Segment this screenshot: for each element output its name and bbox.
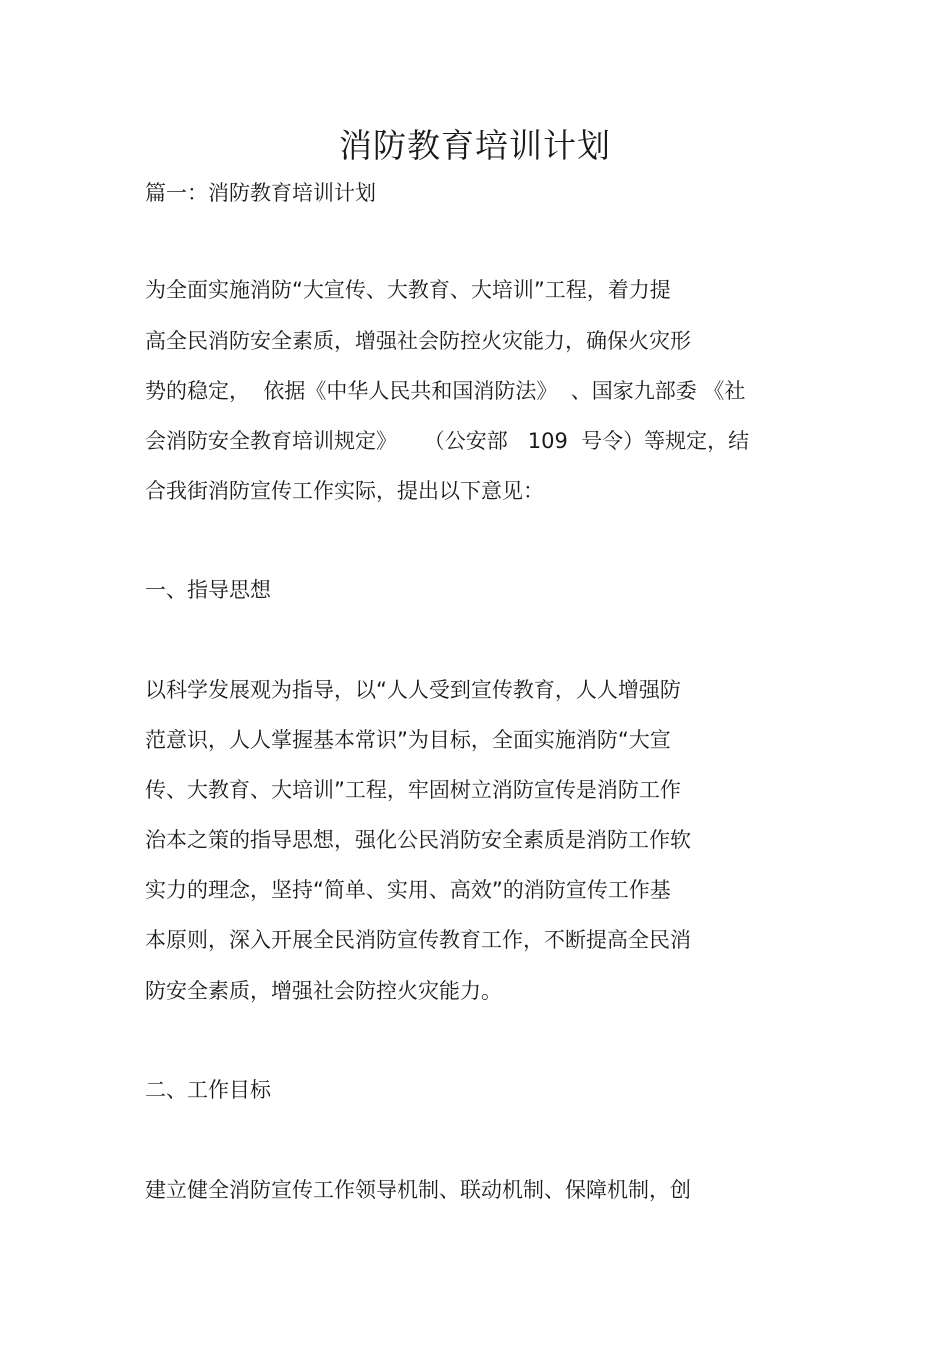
paragraph-2-line-5: 实力的理念，坚持“简单、实用、高效”的消防宣传工作基 <box>145 878 671 902</box>
paragraph-1-line-5: 合我街消防宣传工作实际，提出以下意见： <box>145 479 544 503</box>
paragraph-2-line-1: 以科学发展观为指导，以“人人受到宣传教育，人人增强防 <box>145 678 681 702</box>
paragraph-2-line-2: 范意识，人人掌握基本常识”为目标，全面实施消防“大宣 <box>145 728 671 752</box>
paragraph-1-line-1: 为全面实施消防“大宣传、大教育、大培训”工程，着力提 <box>145 278 671 302</box>
paragraph-1-line-2: 高全民消防安全素质，增强社会防控火灾能力，确保火灾形 <box>145 329 691 353</box>
paragraph-1-line-4: 会消防安全教育培训规定》 （公安部 109 号令）等规定，结 <box>145 429 750 453</box>
paragraph-1-line-3: 势的稳定， 依据《中华人民共和国消防法》 、国家九部委 《社 <box>145 379 746 403</box>
section-heading-guiding-thought: 一、指导思想 <box>145 578 271 602</box>
section-heading-work-goals: 二、工作目标 <box>145 1078 271 1102</box>
document-title: 消防教育培训计划 <box>339 126 611 165</box>
document-subtitle: 篇一：消防教育培训计划 <box>145 181 376 205</box>
paragraph-2-line-4: 治本之策的指导思想，强化公民消防安全素质是消防工作软 <box>145 828 691 852</box>
paragraph-2-line-7: 防安全素质，增强社会防控火灾能力。 <box>145 979 502 1003</box>
paragraph-3-line-1: 建立健全消防宣传工作领导机制、联动机制、保障机制，创 <box>145 1178 691 1202</box>
paragraph-2-line-6: 本原则，深入开展全民消防宣传教育工作，不断提高全民消 <box>145 928 691 952</box>
paragraph-2-line-3: 传、大教育、大培训”工程，牢固树立消防宣传是消防工作 <box>145 778 681 802</box>
